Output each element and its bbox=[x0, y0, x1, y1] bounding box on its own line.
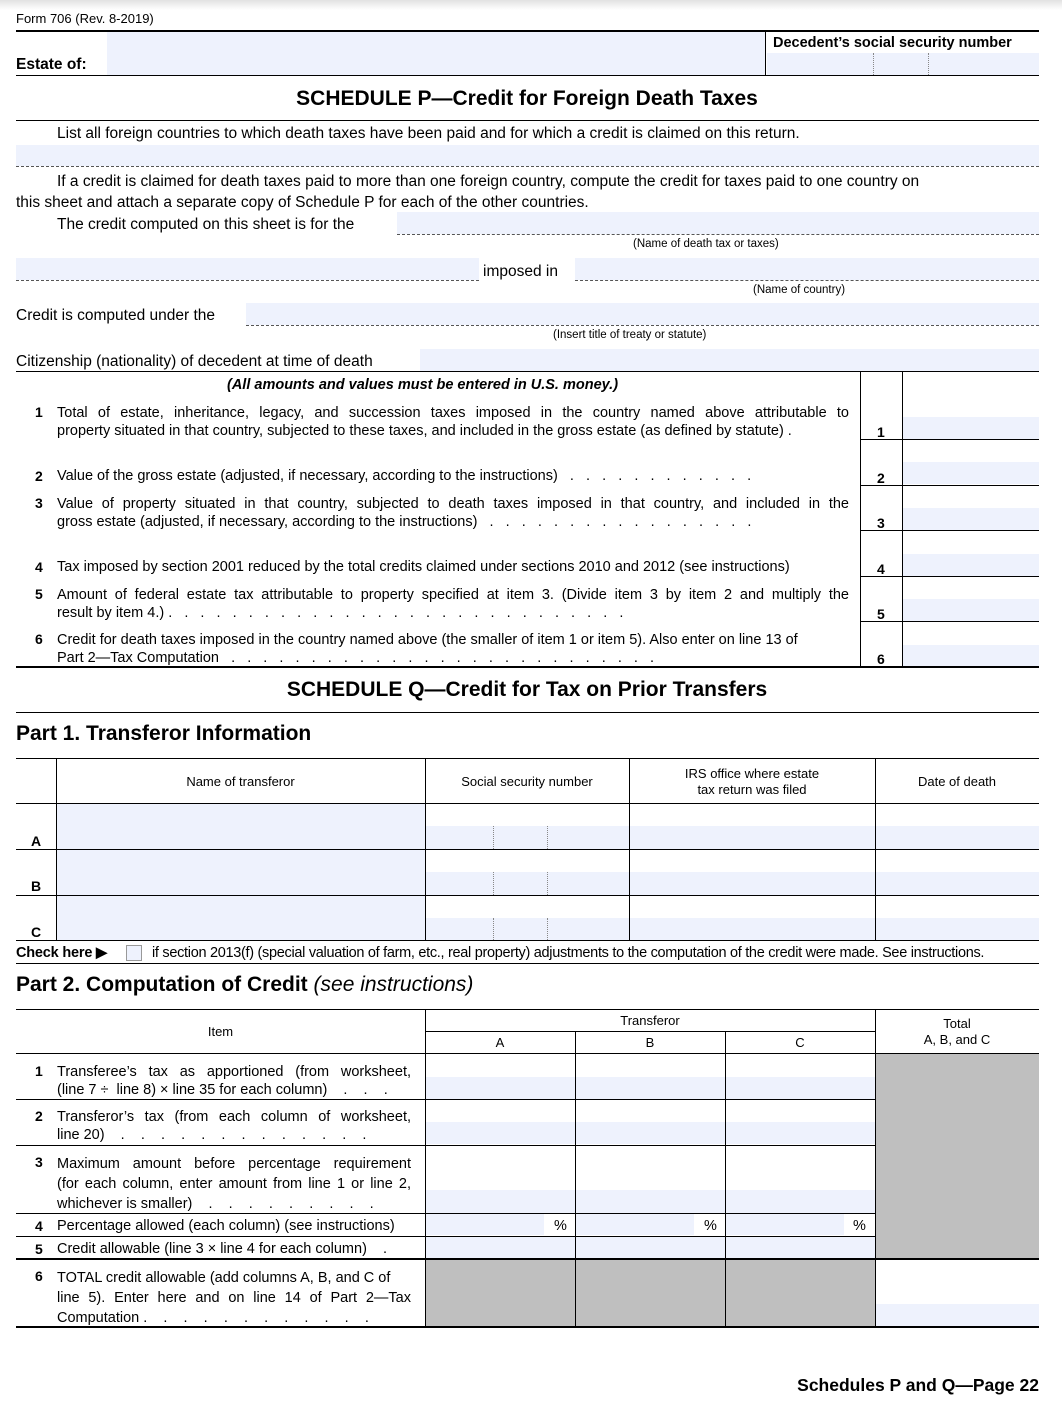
q-line-2-text-1: Transferor’s tax (from each column of worksheet, bbox=[57, 1109, 411, 1125]
q-line-4-col-a-percent: % bbox=[554, 1218, 567, 1234]
schedule-p-title-rule bbox=[16, 120, 1039, 121]
q-line-6-total[interactable] bbox=[876, 1304, 1039, 1326]
transferor-c-irs-office[interactable] bbox=[630, 918, 875, 940]
q-line-1-text bbox=[57, 1063, 411, 1099]
transferor-b-date-input[interactable] bbox=[876, 872, 1039, 895]
item-header: Item bbox=[207, 1024, 234, 1039]
ssn-separator-2 bbox=[928, 53, 929, 75]
transferor-b-irs-office[interactable] bbox=[630, 872, 875, 895]
q-line-6-text bbox=[57, 1268, 411, 1328]
countries-field[interactable] bbox=[16, 145, 1039, 166]
p-line-1-amount[interactable] bbox=[903, 417, 1039, 439]
q-line-6-text-2: line 5). Enter here and on line 14 of Part 2—Tax bbox=[57, 1290, 411, 1306]
p-line-3-text bbox=[57, 495, 849, 531]
q-line-6-col-a-shaded bbox=[426, 1260, 575, 1326]
transferor-b-irs-office-input[interactable] bbox=[630, 872, 875, 895]
p-line-5-input[interactable] bbox=[903, 599, 1039, 621]
q-line-3-text-2: (for each column, enter amount from line 1 or line 2, bbox=[57, 1176, 411, 1192]
q-line-2-col-c[interactable] bbox=[726, 1122, 875, 1144]
p-line-5-number: 5 bbox=[35, 586, 43, 602]
q-line-4-col-c-percent: % bbox=[853, 1218, 866, 1234]
q-line-5-text: Credit allowable (line 3 × line 4 for each column) . bbox=[57, 1241, 388, 1257]
p-line-5-text-2: result by item 4.) . . . . . . . . . . . . . . . . . . . . . . . . . . . . . bbox=[57, 605, 624, 621]
q-line-4-col-c[interactable] bbox=[726, 1214, 844, 1235]
p-line-3-text-2: gross estate (adjusted, if necessary, according to the instructions) . . . . . . . . . . . . . . . . . bbox=[57, 514, 752, 530]
q-line-1-number: 1 bbox=[35, 1063, 43, 1079]
q-line-2-col-b-input[interactable] bbox=[576, 1122, 725, 1144]
q-line-5-col-a[interactable] bbox=[426, 1237, 575, 1258]
q-line-2-col-b[interactable] bbox=[576, 1122, 725, 1144]
p-line-5-text-1: Amount of federal estate tax attributable to property specified at item 3. (Divide item 3 by item 2 and multiply the bbox=[57, 587, 849, 603]
p-line-2-text: Value of the gross estate (adjusted, if necessary, according to the instructions) . . . . . . . . . . . . bbox=[57, 468, 752, 484]
p-line-4-rule bbox=[860, 576, 1039, 577]
q-line-2-col-a[interactable] bbox=[426, 1122, 575, 1144]
death-tax-name-field[interactable] bbox=[397, 212, 1039, 234]
p-line-3-amount[interactable] bbox=[903, 508, 1039, 530]
q-line-5-col-b-input[interactable] bbox=[576, 1237, 725, 1258]
p-line-1-text-1: Total of estate, inheritance, legacy, and succession taxes imposed in the country named above attributable to bbox=[57, 405, 849, 421]
schedule-q-title-rule bbox=[16, 712, 1039, 713]
transferor-b-date-of-death[interactable] bbox=[876, 872, 1039, 895]
estate-of-label: Estate of: bbox=[16, 56, 87, 73]
treaty-caption: (Insert title of treaty or statute) bbox=[553, 329, 707, 341]
transferor-b-ssn-input[interactable] bbox=[426, 872, 629, 895]
viewer-top-shadow bbox=[0, 0, 1062, 10]
col-c-header: C bbox=[795, 1035, 805, 1050]
p-line-3-input[interactable] bbox=[903, 508, 1039, 530]
q-line-6-number: 6 bbox=[35, 1268, 43, 1284]
schedule-q-title: SCHEDULE Q—Credit for Tax on Prior Transfers bbox=[286, 678, 768, 701]
estate-of-input[interactable] bbox=[107, 32, 765, 75]
q-line-1-col-a-input[interactable] bbox=[426, 1077, 575, 1099]
page-footer-label: Schedules P and Q—Page 22 bbox=[797, 1375, 1039, 1395]
q-line-3-col-b[interactable] bbox=[576, 1190, 725, 1213]
part2-title-italic: (see instructions) bbox=[313, 973, 474, 996]
q-line-6-col-b-shaded bbox=[576, 1260, 725, 1326]
col-header-name: Name of transferor bbox=[186, 774, 295, 789]
citizenship-rule bbox=[16, 371, 1039, 372]
ssn-separator-1 bbox=[873, 53, 874, 75]
col-header-date-of-death: Date of death bbox=[917, 774, 997, 789]
q-line-2-number: 2 bbox=[35, 1108, 43, 1124]
transferor-header: Transferor bbox=[620, 1013, 680, 1028]
q-line-4-col-a-input[interactable] bbox=[426, 1214, 544, 1235]
p-line-6-box: 6 bbox=[877, 651, 885, 667]
q-line-5-col-a-input[interactable] bbox=[426, 1237, 575, 1258]
check-here-label: Check here ▶ bbox=[16, 945, 107, 961]
p-line-4-text: Tax imposed by section 2001 reduced by the total credits claimed under sections 2010 and 2012 (see instructions) bbox=[57, 559, 790, 575]
money-note: (All amounts and values must be entered in U.S. money.) bbox=[227, 377, 619, 393]
treaty-input[interactable] bbox=[246, 303, 1039, 325]
treaty-rule bbox=[246, 325, 1039, 326]
section-2013f-checkbox[interactable] bbox=[126, 945, 142, 961]
ssn-b-sep-2 bbox=[547, 872, 548, 895]
country-rule bbox=[575, 280, 1039, 281]
death-tax-name-input[interactable] bbox=[397, 212, 1039, 234]
q-line-6-text-3: Computation . . . . . . . . . . . . bbox=[57, 1310, 369, 1326]
total-header-2: A, B, and C bbox=[923, 1032, 991, 1047]
ssn-divider bbox=[765, 31, 766, 76]
p-line-3-number: 3 bbox=[35, 495, 43, 511]
multi-country-text-1: If a credit is claimed for death taxes paid to more than one foreign country, compute the credit for taxes paid to one country on bbox=[57, 173, 920, 190]
q-line-3-col-a-input[interactable] bbox=[426, 1190, 575, 1213]
transferor-header-rule bbox=[425, 1031, 875, 1032]
col-header-irs-office-2: tax return was filed bbox=[697, 782, 807, 797]
transferor-a-name[interactable] bbox=[57, 804, 425, 849]
col-a-header: A bbox=[495, 1035, 505, 1050]
death-tax-name-cont-field[interactable] bbox=[16, 258, 479, 280]
q-line-2-rule bbox=[16, 1145, 875, 1146]
part2-title-bold: Part 2. Computation of Credit bbox=[16, 973, 308, 996]
p-line-5-text bbox=[57, 586, 849, 622]
transferor-c-date-of-death[interactable] bbox=[876, 918, 1039, 940]
countries-input[interactable] bbox=[16, 145, 1039, 166]
q-line-4-text: Percentage allowed (each column) (see instructions) bbox=[57, 1218, 395, 1234]
p-line-2-input[interactable] bbox=[903, 462, 1039, 484]
country-caption: (Name of country) bbox=[753, 284, 846, 296]
death-tax-name-rule bbox=[397, 234, 1039, 235]
p-line-3-text-1: Value of property situated in that country, subjected to death taxes imposed in that country, and included in the bbox=[57, 496, 849, 512]
q-line-6-text-1: TOTAL credit allowable (add columns A, B, and C of bbox=[57, 1270, 391, 1286]
p-line-6-text-2: Part 2—Tax Computation . . . . . . . . . . . . . . . . . . . . . . . . . . . bbox=[57, 650, 655, 666]
transferor-c-ssn[interactable] bbox=[426, 918, 629, 940]
imposed-in-label: imposed in bbox=[483, 263, 558, 280]
q-line-3-number: 3 bbox=[35, 1154, 43, 1170]
q-line-4-col-b-percent: % bbox=[704, 1218, 717, 1234]
q-line-1-text-2: (line 7 ÷ line 8) × line 35 for each column) . . . bbox=[57, 1082, 388, 1098]
p-line-5-box: 5 bbox=[877, 606, 885, 622]
q-line-1-col-a[interactable] bbox=[426, 1077, 575, 1099]
citizenship-field[interactable] bbox=[420, 349, 1039, 371]
p-line-6-text-1: Credit for death taxes imposed in the country named above (the smaller of item 1 or item 5). Also enter on line 13 of bbox=[57, 632, 798, 648]
q-line-5-number: 5 bbox=[35, 1241, 43, 1257]
transferor-a-ssn[interactable] bbox=[426, 826, 629, 849]
part2-title bbox=[16, 973, 473, 997]
p-line-6-input[interactable] bbox=[903, 645, 1039, 666]
q-line-5-col-b[interactable] bbox=[576, 1237, 725, 1258]
p-line-1-text-2: property situated in that country, subjected to these taxes, and included in the gross estate (as defined by statute) . bbox=[57, 423, 792, 439]
q-line-3-text-3: whichever is smaller) . . . . . . . . . bbox=[57, 1196, 374, 1212]
total-header-1: Total bbox=[943, 1016, 971, 1031]
q-line-5-col-c-input[interactable] bbox=[726, 1237, 875, 1258]
citizenship-input[interactable] bbox=[420, 349, 1039, 371]
ssn-field[interactable] bbox=[767, 53, 1039, 75]
header-bottom-rule bbox=[16, 75, 1039, 76]
treaty-field[interactable] bbox=[246, 303, 1039, 325]
q-line-2-col-c-input[interactable] bbox=[726, 1122, 875, 1144]
col-b-header: B bbox=[645, 1035, 655, 1050]
list-countries-text: List all foreign countries to which death taxes have been paid and for which a credit is claimed on this return. bbox=[57, 125, 800, 142]
p-line-3-box: 3 bbox=[877, 515, 885, 531]
q-line-1-rule bbox=[16, 1099, 875, 1100]
transferor-c-irs-office-input[interactable] bbox=[630, 918, 875, 940]
ssn-a-sep-1 bbox=[493, 826, 494, 849]
schedule-p-bottom-rule bbox=[16, 666, 1039, 668]
check-here-text: if section 2013(f) (special valuation of farm, etc., real property) adjustments to the computation of the credit were made. See instructions. bbox=[152, 945, 985, 961]
part1-table-top-rule bbox=[16, 758, 1039, 759]
p-line-1-input[interactable] bbox=[903, 417, 1039, 439]
death-tax-name-caption: (Name of death tax or taxes) bbox=[633, 238, 779, 250]
p-line-6-number: 6 bbox=[35, 631, 43, 647]
transferor-row-a-label: A bbox=[31, 833, 42, 849]
part2-bottom-rule bbox=[16, 1326, 1039, 1328]
q-line-1-col-c-input[interactable] bbox=[726, 1077, 875, 1099]
p-line-1-box: 1 bbox=[877, 424, 885, 440]
transferor-c-name-input[interactable] bbox=[57, 896, 425, 940]
p-line-1-number: 1 bbox=[35, 404, 43, 420]
q-line-4-col-b[interactable] bbox=[576, 1214, 694, 1235]
q-line-6-col-c-shaded bbox=[726, 1260, 875, 1326]
q-line-3-text bbox=[57, 1154, 411, 1214]
total-column-shaded bbox=[876, 1054, 1039, 1258]
part2-table-top-rule bbox=[16, 1009, 1039, 1010]
q-line-4-number: 4 bbox=[35, 1218, 43, 1234]
part1-title: Part 1. Transferor Information bbox=[16, 722, 312, 745]
citizenship-label: Citizenship (nationality) of decedent at time of death bbox=[16, 353, 373, 370]
transferor-c-ssn-input[interactable] bbox=[426, 918, 629, 940]
p-line-4-amount[interactable] bbox=[903, 554, 1039, 576]
p-line-6-amount[interactable] bbox=[903, 645, 1039, 666]
q-line-3-col-c-input[interactable] bbox=[726, 1190, 875, 1213]
transferor-a-ssn-input[interactable] bbox=[426, 826, 629, 849]
countries-dash-rule bbox=[16, 166, 1039, 167]
total-header bbox=[875, 1016, 1039, 1048]
p-line-6-text bbox=[57, 631, 849, 667]
ssn-c-sep-1 bbox=[493, 918, 494, 940]
credit-for-label: The credit computed on this sheet is for the bbox=[57, 216, 355, 233]
death-tax-name-cont-input[interactable] bbox=[16, 258, 479, 280]
transferor-a-irs-office-input[interactable] bbox=[630, 826, 875, 849]
p-line-2-box: 2 bbox=[877, 470, 885, 486]
transferor-b-ssn[interactable] bbox=[426, 872, 629, 895]
q-line-6-total-input[interactable] bbox=[876, 1304, 1039, 1326]
p-line-4-number: 4 bbox=[35, 559, 43, 575]
col-header-irs-office-1: IRS office where estate bbox=[684, 766, 820, 781]
q-line-3-text-1: Maximum amount before percentage requirement bbox=[57, 1156, 411, 1172]
transferor-a-name-input[interactable] bbox=[57, 804, 425, 849]
p-line-2-amount[interactable] bbox=[903, 462, 1039, 484]
q-line-2-col-a-input[interactable] bbox=[426, 1122, 575, 1144]
q-line-2-text bbox=[57, 1108, 411, 1144]
q-line-1-col-b[interactable] bbox=[576, 1077, 725, 1099]
check-here-rule bbox=[16, 963, 1039, 964]
q-line-3-col-c[interactable] bbox=[726, 1190, 875, 1213]
schedule-p-title: SCHEDULE P—Credit for Foreign Death Taxes bbox=[296, 87, 758, 110]
death-tax-name-cont-rule bbox=[16, 280, 479, 281]
p-number-col-divider bbox=[860, 372, 861, 667]
country-field[interactable] bbox=[575, 258, 1039, 280]
p-line-1-rule bbox=[860, 439, 1039, 440]
p-line-3-rule bbox=[860, 530, 1039, 531]
transferor-row-b-label: B bbox=[31, 878, 42, 894]
q-line-1-col-c[interactable] bbox=[726, 1077, 875, 1099]
transferor-c-name[interactable] bbox=[57, 896, 425, 940]
q-line-5-col-c[interactable] bbox=[726, 1237, 875, 1258]
q-line-4-col-c-input[interactable] bbox=[726, 1214, 844, 1235]
transferor-b-name[interactable] bbox=[57, 850, 425, 895]
p-line-1-text bbox=[57, 404, 849, 440]
q-line-4-col-b-input[interactable] bbox=[576, 1214, 694, 1235]
col-header-irs-office bbox=[629, 766, 875, 798]
col-header-ssn: Social security number bbox=[461, 774, 593, 789]
ssn-b-sep-1 bbox=[493, 872, 494, 895]
transferor-c-date-input[interactable] bbox=[876, 918, 1039, 940]
q-line-3-col-a[interactable] bbox=[426, 1190, 575, 1213]
p-line-2-rule bbox=[860, 485, 1039, 486]
transferor-row-c-label: C bbox=[31, 924, 42, 940]
ssn-input[interactable] bbox=[767, 53, 1039, 75]
transferor-a-date-input[interactable] bbox=[876, 826, 1039, 849]
q-line-3-col-b-input[interactable] bbox=[576, 1190, 725, 1213]
row-c-rule bbox=[16, 940, 1039, 941]
transferor-a-irs-office[interactable] bbox=[630, 826, 875, 849]
q-line-2-text-2: line 20) . . . . . . . . . . . . . bbox=[57, 1127, 367, 1143]
ssn-a-sep-2 bbox=[547, 826, 548, 849]
form-id: Form 706 (Rev. 8-2019) bbox=[16, 11, 154, 26]
country-input[interactable] bbox=[575, 258, 1039, 280]
ssn-c-sep-2 bbox=[547, 918, 548, 940]
p-line-2-number: 2 bbox=[35, 468, 43, 484]
multi-country-text-2: this sheet and attach a separate copy of Schedule P for each of the other countries. bbox=[16, 194, 589, 211]
p-line-5-rule bbox=[860, 621, 1039, 622]
q-line-4-col-a[interactable] bbox=[426, 1214, 544, 1235]
ssn-label: Decedent’s social security number bbox=[773, 35, 1012, 51]
q-line-1-text-1: Transferee’s tax as apportioned (from worksheet, bbox=[57, 1064, 411, 1080]
q-line-1-col-b-input[interactable] bbox=[576, 1077, 725, 1099]
estate-of-field[interactable] bbox=[107, 32, 765, 75]
computed-under-label: Credit is computed under the bbox=[16, 307, 216, 324]
transferor-a-date-of-death[interactable] bbox=[876, 826, 1039, 849]
p-line-4-box: 4 bbox=[877, 561, 885, 577]
p-line-4-input[interactable] bbox=[903, 554, 1039, 576]
transferor-b-name-input[interactable] bbox=[57, 850, 425, 895]
p-line-5-amount[interactable] bbox=[903, 599, 1039, 621]
